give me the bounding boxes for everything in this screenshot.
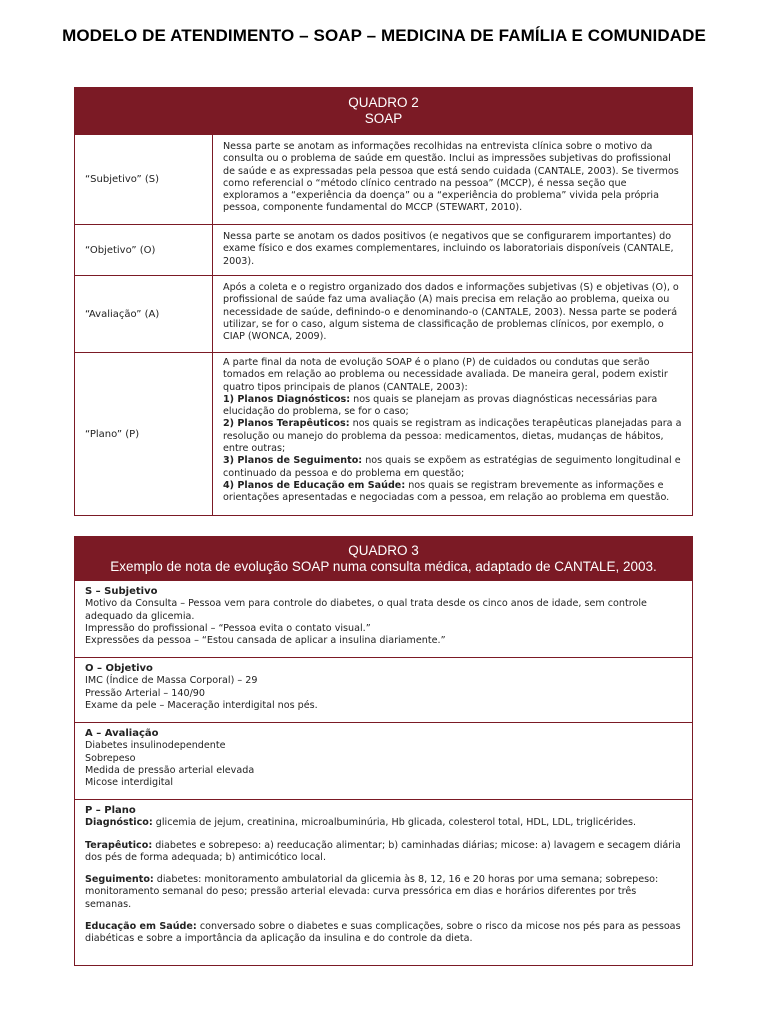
section-title: P – Plano bbox=[85, 805, 136, 816]
plano-item-educacao: 4) Planos de Educação em Saúde: nos quais se registram brevemente as informações e orientações apresentadas e negociadas com a pessoa, em relação ao problema em questão. bbox=[223, 479, 670, 504]
table-row-objetivo bbox=[75, 224, 692, 275]
quadro-3-number: QUADRO 3 bbox=[348, 543, 419, 558]
document-title: MODELO DE ATENDIMENTO – SOAP – MEDICINA DE FAMÍLIA E COMUNIDADE bbox=[62, 26, 706, 45]
section-line: Micose interdigital bbox=[85, 777, 174, 789]
quadro-2-heading bbox=[75, 88, 692, 134]
row-label: “Plano” (P) bbox=[75, 353, 213, 515]
section-title: A – Avaliação bbox=[85, 728, 159, 739]
quadro-2-subtitle: SOAP bbox=[364, 111, 403, 126]
row-text: Nessa parte se anotam as informações recolhidas na entrevista clínica sobre o motivo da consulta ou o problema de saúde em questão. Inclui as impressões subjetivas do profissional de saúde e as expressadas pela pessoa que está sendo cuidada (CANTALE, 2003). Se tivermos como referencial o “método clínico centrado na pessoa” (MCCP), é nessa seção que exploramos a “experiência da doença” ou a “experiência do problema” vivida pela própria pessoa, componente fundamental do MCCP (STEWART, 2010). bbox=[223, 141, 679, 214]
section-subjetivo bbox=[75, 580, 692, 657]
table-row-plano bbox=[75, 352, 692, 515]
section-objetivo bbox=[75, 657, 692, 722]
row-label: “Avaliação” (A) bbox=[75, 276, 213, 352]
quadro-3-heading bbox=[75, 537, 692, 580]
plano-terapeutico: Terapêutico: diabetes e sobrepeso: a) reeducação alimentar; b) caminhadas diárias; micose: a) lavagem e secagem diária dos pés de forma adequada; b) antimicótico local. bbox=[85, 839, 681, 863]
section-title: O – Objetivo bbox=[85, 663, 153, 674]
row-text: Nessa parte se anotam os dados positivos (e negativos que se configurarem importantes) do exame físico e dos exames complementares, incluindo os laboratoriais disponíveis (CANTALE, 2003). bbox=[223, 231, 674, 267]
plano-diagnostico: Diagnóstico: glicemia de jejum, creatinina, microalbuminúria, Hb glicada, colesterol total, HDL, LDL, triglicérides. bbox=[85, 817, 637, 829]
quadro-3-subtitle: Exemplo de nota de evolução SOAP numa consulta médica, adaptado de CANTALE, 2003. bbox=[110, 559, 657, 574]
section-line: Exame da pele – Maceração interdigital nos pés. bbox=[85, 699, 318, 711]
plano-item-terapeuticos: 2) Planos Terapêuticos: nos quais se registram as indicações terapêuticas planejadas para a resolução ou manejo do problema da pessoa: medicamentos, dietas, mudanças de hábitos, entre outras; bbox=[223, 418, 682, 455]
quadro-3-table bbox=[74, 536, 693, 966]
section-line: Motivo da Consulta – Pessoa vem para controle do diabetes, o qual trata desde os cinco anos de idade, sem controle adequado da glicemia. bbox=[85, 598, 647, 622]
plano-item-diagnosticos: 1) Planos Diagnósticos: nos quais se planejam as provas diagnósticas necessárias para elucidação do problema, se for o caso; bbox=[223, 393, 658, 418]
plano-seguimento: Seguimento: diabetes: monitoramento ambulatorial da glicemia às 8, 12, 16 e 20 horas por uma semana; sobrepeso: monitoramento semanal do peso; pressão arterial elevada: curva pressórica em dias e horários diferentes por três semanas. bbox=[85, 874, 659, 910]
row-label: “Objetivo” (O) bbox=[75, 225, 213, 275]
section-line: IMC (Índice de Massa Corporal) – 29 bbox=[85, 675, 258, 687]
section-line: Sobrepeso bbox=[85, 752, 136, 764]
table-row-subjetivo bbox=[75, 134, 692, 224]
quadro-2-table bbox=[74, 87, 693, 516]
section-line: Diabetes insulinodependente bbox=[85, 740, 226, 752]
quadro-2-number: QUADRO 2 bbox=[348, 95, 419, 110]
plano-educacao: Educação em Saúde: conversado sobre o diabetes e suas complicações, sobre o risco da micose nos pés para as pessoas diabéticas e sobre a importância da aplicação da insulina e do controle da dieta. bbox=[85, 921, 681, 945]
section-line: Impressão do profissional – “Pessoa evita o contato visual.” bbox=[85, 622, 371, 634]
section-avaliacao bbox=[75, 722, 692, 799]
plano-item-seguimento: 3) Planos de Seguimento: nos quais se expõem as estratégias de seguimento longitudinal e continuado da pessoa e do problema em questão; bbox=[223, 455, 681, 479]
section-line: Expressões da pessoa – “Estou cansada de aplicar a insulina diariamente.” bbox=[85, 635, 446, 647]
row-label: “Subjetivo” (S) bbox=[75, 135, 213, 224]
section-line: Medida de pressão arterial elevada bbox=[85, 764, 255, 776]
section-title: S – Subjetivo bbox=[85, 586, 158, 597]
section-line: Pressão Arterial – 140/90 bbox=[85, 687, 206, 699]
section-plano bbox=[75, 799, 692, 965]
row-text: Após a coleta e o registro organizado dos dados e informações subjetivas (S) e objetivas (O), o profissional de saúde faz uma avaliação (A) mais precisa em relação ao problema, queixa ou necessidade de saúde, definindo-o e denominando-o (CANTALE, 2003). Nessa parte se poderá utilizar, se for o caso, algum sistema de classificação de problemas clínicos, por exemplo, o CIAP (WONCA, 2009). bbox=[223, 282, 679, 343]
table-row-avaliacao bbox=[75, 275, 692, 352]
plano-intro: A parte final da nota de evolução SOAP é o plano (P) de cuidados ou condutas que serão tomados em relação ao problema ou necessidade avaliada. De maneira geral, podem existir quatro tipos principais de planos (CANTALE, 2003): bbox=[223, 357, 668, 393]
